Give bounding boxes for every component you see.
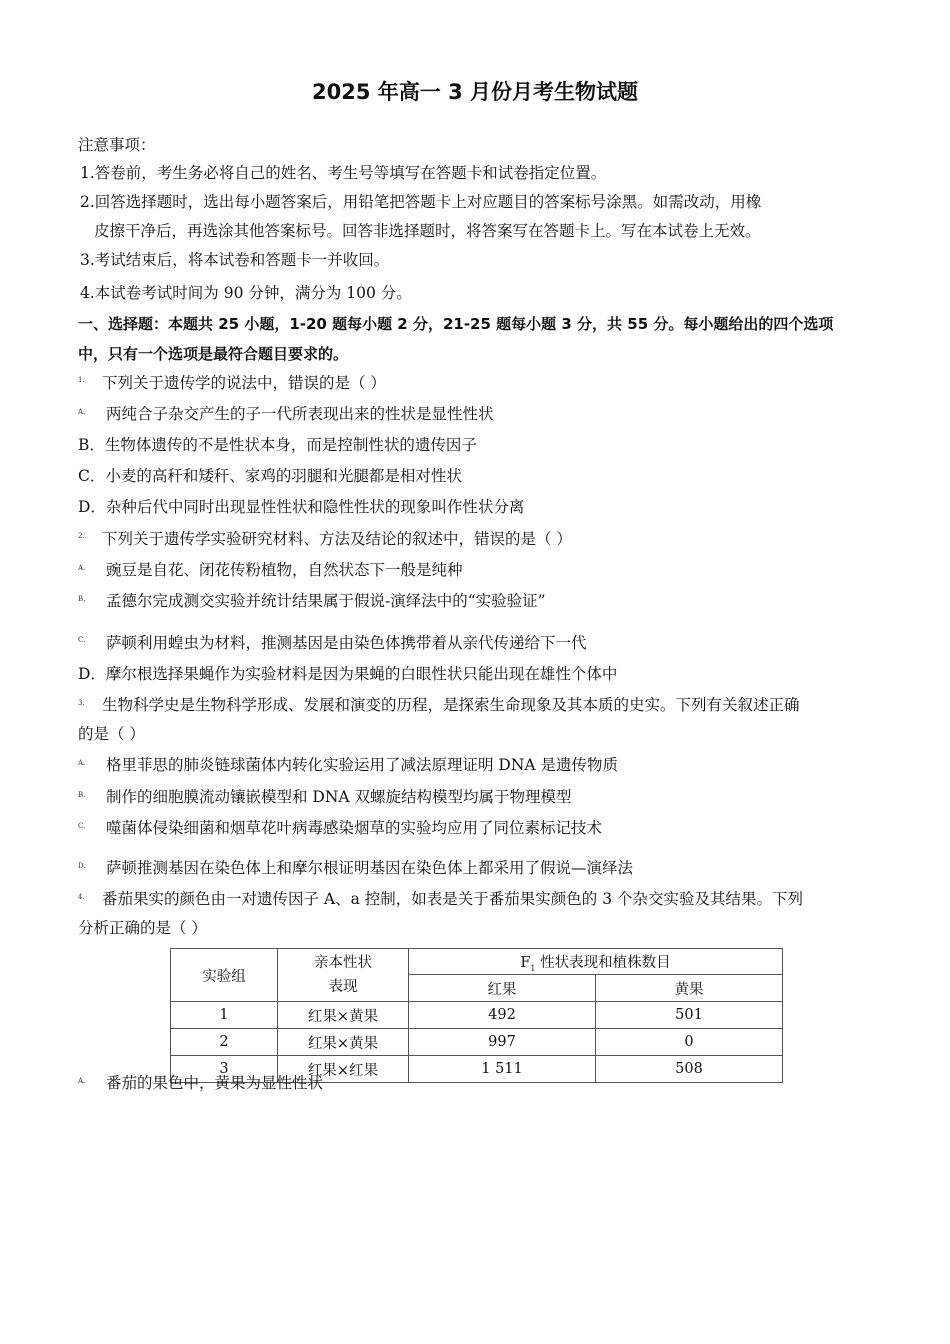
cell-group: 2 [171, 1029, 278, 1056]
header-f1-text: 性状表现和植株数目 [535, 954, 671, 971]
page-title: 2025 年高一 3 月份月考生物试题 [312, 80, 638, 104]
table-row [171, 1002, 783, 1029]
q2-number: 2. [78, 532, 85, 540]
header-group: 实验组 [171, 949, 278, 1002]
q2-option-a-mark: A. [78, 564, 86, 572]
q1-number: 1. [78, 376, 85, 384]
table-row [171, 1029, 783, 1056]
cell-group: 3 [171, 1056, 278, 1083]
q1-option-a: 两纯合子杂交产生的子一代所表现出来的性状是显性性状 [106, 405, 494, 423]
q3-stem-line1: 生物科学史是生物科学形成、发展和演变的历程，是探索生命现象及其本质的史实。下列有关叙述正确 [102, 696, 800, 714]
notice-item-2: 2.回答选择题时，选出每小题答案后，用铅笔把答题卡上对应题目的答案标号涂黑。如需改动，用橡 [80, 193, 762, 211]
cell-red: 492 [409, 1002, 596, 1029]
header-red: 红果 [409, 975, 596, 1002]
q2-option-b: 孟德尔完成测交实验并统计结果属于假说-演绎法中的“实验验证” [106, 592, 546, 610]
header-f1 [409, 949, 783, 975]
q1-option-b: B．生物体遗传的不是性状本身，而是控制性状的遗传因子 [78, 436, 477, 454]
q3-option-b-mark: B. [78, 791, 86, 799]
q1-option-d: D．杂种后代中同时出现显性性状和隐性性状的现象叫作性状分离 [78, 498, 525, 516]
q3-option-d-mark: D. [78, 862, 86, 870]
cross-results-table [170, 948, 783, 1083]
header-parent-line1: 亲本性状 [314, 955, 372, 971]
header-parent [278, 949, 409, 1002]
cell-yellow: 501 [596, 1002, 783, 1029]
q2-option-c-mark: C. [78, 636, 86, 644]
q2-stem: 下列关于遗传学实验研究材料、方法及结论的叙述中，错误的是（ ） [102, 530, 572, 548]
cell-yellow: 508 [596, 1056, 783, 1083]
q3-stem-line2: 的是（ ） [78, 725, 145, 743]
q3-option-b: 制作的细胞膜流动镶嵌模型和 DNA 双螺旋结构模型均属于物理模型 [106, 788, 572, 806]
q1-option-c: C．小麦的高秆和矮秆、家鸡的羽腿和光腿都是相对性状 [78, 467, 462, 485]
q3-option-d: 萨顿推测基因在染色体上和摩尔根证明基因在染色体上都采用了假说—演绎法 [106, 859, 634, 877]
cell-red: 997 [409, 1029, 596, 1056]
cell-parent: 红果×黄果 [278, 1002, 409, 1029]
q3-option-a: 格里菲思的肺炎链球菌体内转化实验运用了减法原理证明 DNA 是遗传物质 [106, 756, 619, 774]
header-yellow: 黄果 [596, 975, 783, 1002]
notice-item-2-cont: 皮擦干净后，再选涂其他答案标号。回答非选择题时，将答案写在答题卡上。写在本试卷上无效。 [94, 222, 761, 240]
q4-number: 4. [78, 893, 85, 901]
q4-stem-line1: 番茄果实的颜色由一对遗传因子 A、a 控制，如表是关于番茄果实颜色的 3 个杂交实验及其结果。下列 [102, 890, 804, 908]
notice-heading: 注意事项： [78, 136, 156, 154]
notice-item-3: 3.考试结束后，将本试卷和答题卡一并收回。 [80, 251, 390, 269]
q2-option-b-mark: B. [78, 595, 86, 603]
header-f1-f: F [520, 954, 531, 971]
q4-option-a: 番茄的果色中，黄果为显性性状 [106, 1074, 324, 1092]
q2-option-d: D．摩尔根选择果蝇作为实验材料是因为果蝇的白眼性状只能出现在雄性个体中 [78, 665, 618, 683]
notice-item-1: 1.答卷前，考生务必将自己的姓名、考生号等填写在答题卡和试卷指定位置。 [80, 164, 607, 182]
q4-option-a-mark: A. [78, 1077, 86, 1085]
header-parent-line2: 表现 [328, 979, 358, 995]
q3-number: 3. [78, 699, 85, 707]
q3-option-a-mark: A. [78, 759, 86, 767]
header-f1-sub: 1 [530, 963, 536, 973]
q2-option-c: 萨顿利用蝗虫为材料，推测基因是由染色体携带着从亲代传递给下一代 [106, 634, 587, 652]
q1-stem: 下列关于遗传学的说法中，错误的是（ ） [102, 374, 386, 392]
notice-item-4: 4.本试卷考试时间为 90 分钟，满分为 100 分。 [80, 284, 412, 302]
section-heading-line1: 一、选择题：本题共 25 小题，1-20 题每小题 2 分，21-25 题每小题 3 分，共 55 分。每小题给出的四个选项 [78, 315, 834, 333]
q3-option-c-mark: C. [78, 822, 86, 830]
section-heading-line2: 中，只有一个选项是最符合题目要求的。 [78, 345, 349, 363]
cell-red: 1 511 [409, 1056, 596, 1083]
q4-stem-line2: 分析正确的是（ ） [78, 919, 207, 937]
cell-parent: 红果×黄果 [278, 1029, 409, 1056]
cell-parent: 红果×红果 [278, 1056, 409, 1083]
q2-option-a: 豌豆是自花、闭花传粉植物，自然状态下一般是纯种 [106, 561, 463, 579]
q3-option-c: 噬菌体侵染细菌和烟草花叶病毒感染烟草的实验均应用了同位素标记技术 [106, 819, 603, 837]
cell-group: 1 [171, 1002, 278, 1029]
q1-option-a-mark: A. [78, 408, 86, 416]
cell-yellow: 0 [596, 1029, 783, 1056]
